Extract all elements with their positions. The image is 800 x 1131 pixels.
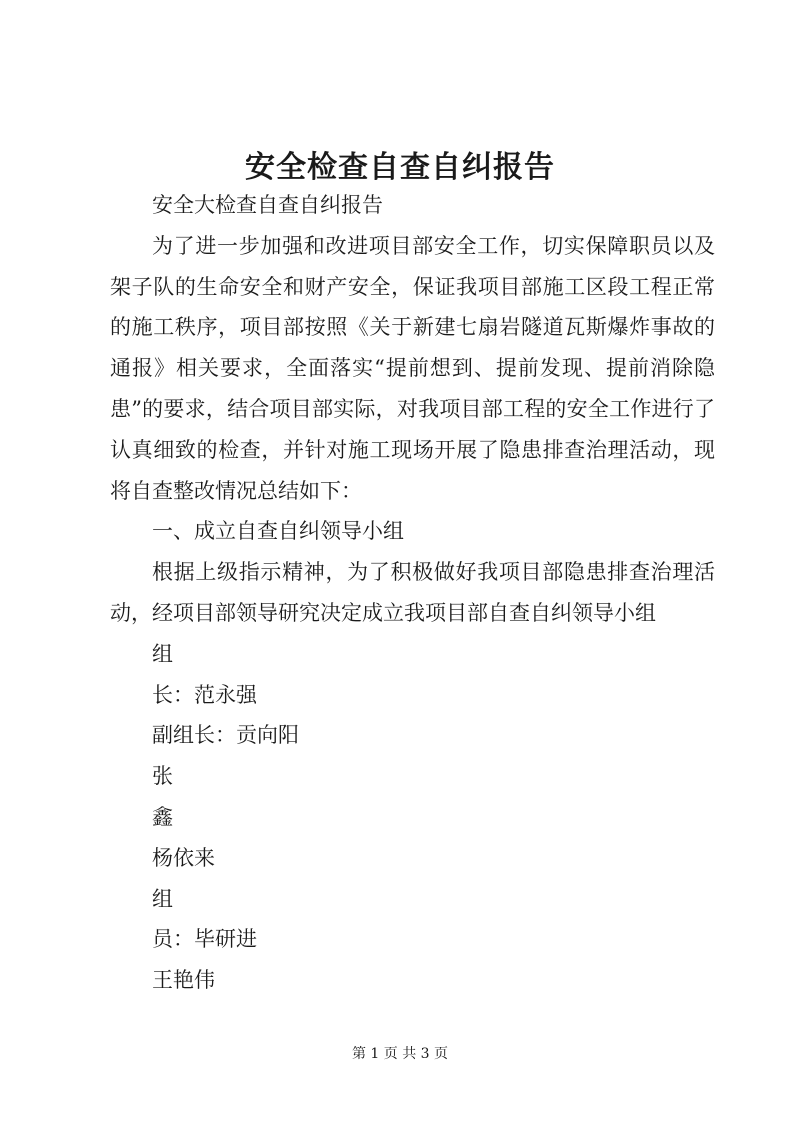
document-title: 安全检查自查自纠报告 [245,150,555,185]
document-body [110,185,715,1001]
member-line: 鑫 [152,804,173,829]
page-footer: 第 1 页 共 3 页 [351,1046,449,1062]
section-heading-1: 一、成立自查自纠领导小组 [152,519,404,544]
report-subtitle: 安全大检查自查自纠报告 [152,193,383,217]
member-line: 组 [152,641,173,666]
member-line: 副组长：贡向阳 [152,723,299,748]
member-line: 张 [152,764,173,789]
member-line: 员：毕研进 [152,927,257,952]
intro-paragraph: 为了进一步加强和改进项目部安全工作，切实保障职员以及架子队的生命安全和财产安全，保证我项目部施工区段工程正常的施工秩序，项目部按照《关于新建七扇岩隧道瓦斯爆炸事故的通报》相关要求，全面落实“提前想到、提前发现、提前消除隐患”的要求，结合项目部实际，对我项目部工程的安全工作进行了认真细致的检查，并针对施工现场开展了隐患排查治理活动，现将自查整改情况总结如下： [110,233,715,503]
member-line: 组 [152,886,173,911]
member-line: 长：范永强 [152,682,257,707]
section-1-paragraph: 根据上级指示精神，为了积极做好我项目部隐患排查治理活动，经项目部领导研究决定成立我项目部自查自纠领导小组 [110,560,715,625]
member-line: 王艳伟 [152,968,215,993]
member-line: 杨依来 [152,845,215,870]
